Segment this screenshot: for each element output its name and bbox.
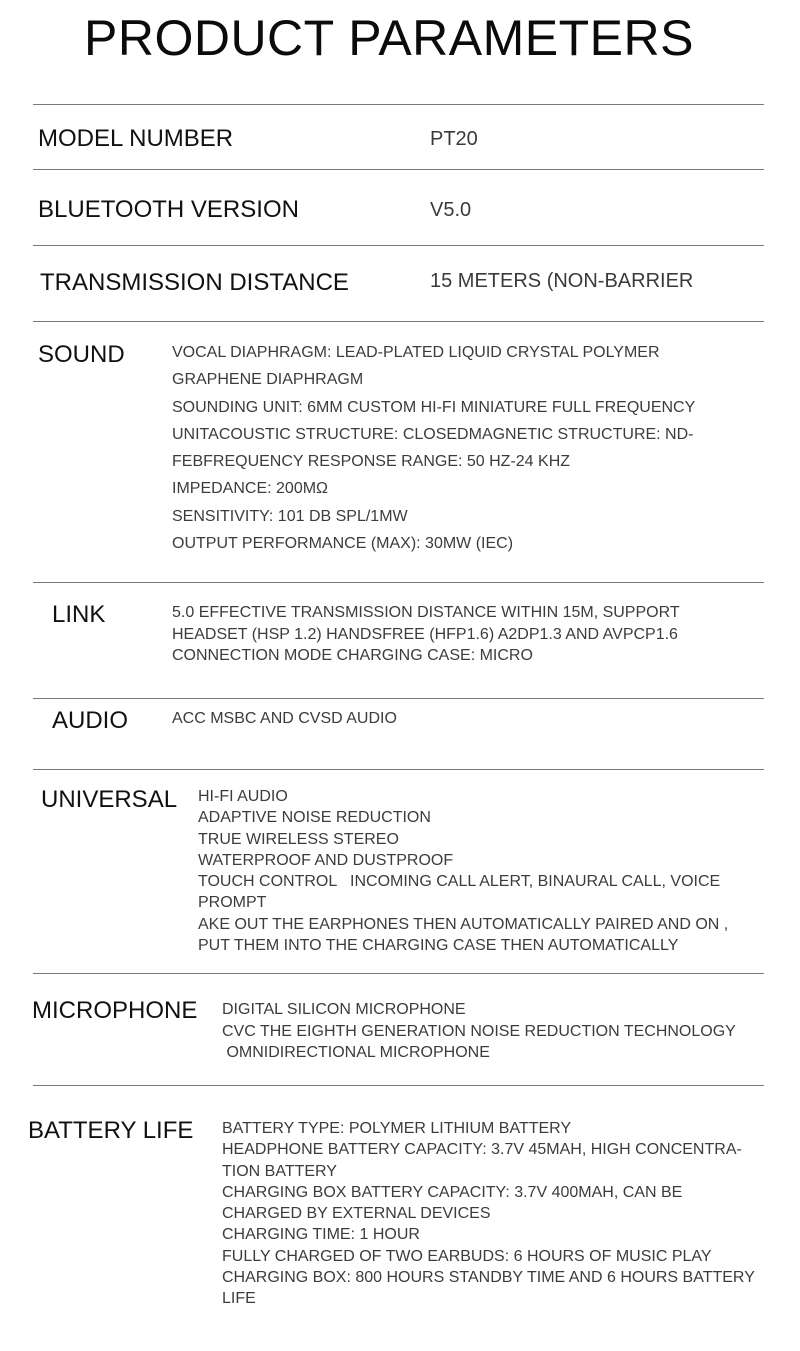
list-item: CHARGING BOX: 800 HOURS STANDBY TIME AND 6 HOURS BATTERY xyxy=(222,1269,755,1287)
list-item: OMNIDIRECTIONAL MICROPHONE xyxy=(222,1044,490,1061)
model-number-value: PT20 xyxy=(430,128,478,150)
divider xyxy=(33,321,764,322)
microphone-label: MICROPHONE xyxy=(32,997,198,1024)
model-number-label: MODEL NUMBER xyxy=(38,125,234,152)
list-item: PROMPT xyxy=(198,894,267,912)
list-item: GRAPHENE DIAPHRAGM xyxy=(172,371,364,389)
list-item: HI-FI AUDIO xyxy=(198,788,288,805)
list-item: TRUE WIRELESS STEREO xyxy=(198,830,399,848)
list-item: HEADSET (HSP 1.2) HANDSFREE (HFP1.6) A2DP1.3 AND AVPCP1.6 xyxy=(172,625,678,643)
list-item: LIFE xyxy=(222,1290,256,1308)
audio-spec-list xyxy=(172,708,397,729)
list-item: UNITACOUSTIC STRUCTURE: CLOSEDMAGNETIC STRUCTURE: ND- xyxy=(172,425,694,443)
link-label: LINK xyxy=(52,601,106,628)
list-item: WATERPROOF AND DUSTPROOF xyxy=(198,851,454,869)
universal-spec-list xyxy=(198,786,728,956)
battery-life-spec-list xyxy=(222,1118,755,1310)
divider xyxy=(33,973,764,974)
divider xyxy=(33,769,764,770)
list-item: TOUCH CONTROL INCOMING CALL ALERT, BINAURAL CALL, VOICE xyxy=(198,873,721,891)
transmission-distance-label: TRANSMISSION DISTANCE xyxy=(40,269,349,296)
bluetooth-version-label: BLUETOOTH VERSION xyxy=(38,196,299,223)
list-item: IMPEDANCE: 200MΩ xyxy=(172,480,328,498)
list-item: ACC MSBC AND CVSD AUDIO xyxy=(172,710,397,727)
divider xyxy=(33,104,764,105)
divider xyxy=(33,582,764,583)
divider xyxy=(33,169,764,170)
list-item: DIGITAL SILICON MICROPHONE xyxy=(222,1001,466,1018)
list-item: CHARGING BOX BATTERY CAPACITY: 3.7V 400MAH, CAN BE xyxy=(222,1183,683,1201)
transmission-distance-value: 15 METERS (NON-BARRIER xyxy=(430,270,694,292)
list-item: FEBFREQUENCY RESPONSE RANGE: 50 HZ-24 KHZ xyxy=(172,453,571,471)
audio-label: AUDIO xyxy=(52,707,129,734)
divider xyxy=(33,1085,764,1086)
list-item: 5.0 EFFECTIVE TRANSMISSION DISTANCE WITHIN 15M, SUPPORT xyxy=(172,604,680,621)
list-item: PUT THEM INTO THE CHARGING CASE THEN AUTOMATICALLY xyxy=(198,937,679,955)
divider xyxy=(33,698,764,699)
list-item: CHARGING TIME: 1 HOUR xyxy=(222,1226,420,1244)
list-item: TION BATTERY xyxy=(222,1162,337,1180)
list-item: SOUNDING UNIT: 6MM CUSTOM HI-FI MINIATURE FULL FREQUENCY xyxy=(172,398,696,416)
list-item: HEADPHONE BATTERY CAPACITY: 3.7V 45MAH, HIGH CONCENTRA- xyxy=(222,1141,742,1159)
list-item: AKE OUT THE EARPHONES THEN AUTOMATICALLY PAIRED AND ON , xyxy=(198,915,729,933)
list-item: OUTPUT PERFORMANCE (MAX): 30MW (IEC) xyxy=(172,535,514,553)
list-item: SENSITIVITY: 101 DB SPL/1MW xyxy=(172,507,408,525)
sound-spec-list xyxy=(172,339,695,557)
list-item: CHARGED BY EXTERNAL DEVICES xyxy=(222,1205,491,1223)
list-item: ADAPTIVE NOISE REDUCTION xyxy=(198,809,431,827)
list-item: CONNECTION MODE CHARGING CASE: MICRO xyxy=(172,647,533,664)
link-spec-list xyxy=(172,602,680,667)
list-item: BATTERY TYPE: POLYMER LITHIUM BATTERY xyxy=(222,1120,572,1137)
sound-label: SOUND xyxy=(38,341,125,368)
battery-life-label: BATTERY LIFE xyxy=(28,1117,194,1144)
page-title: PRODUCT PARAMETERS xyxy=(83,10,694,66)
bluetooth-version-value: V5.0 xyxy=(430,199,472,221)
universal-label: UNIVERSAL xyxy=(41,786,178,813)
list-item: FULLY CHARGED OF TWO EARBUDS: 6 HOURS OF MUSIC PLAY xyxy=(222,1247,712,1265)
divider xyxy=(33,245,764,246)
microphone-spec-list xyxy=(222,999,736,1064)
list-item: CVC THE EIGHTH GENERATION NOISE REDUCTION TECHNOLOGY xyxy=(222,1022,736,1040)
list-item: VOCAL DIAPHRAGM: LEAD-PLATED LIQUID CRYSTAL POLYMER xyxy=(172,344,660,361)
